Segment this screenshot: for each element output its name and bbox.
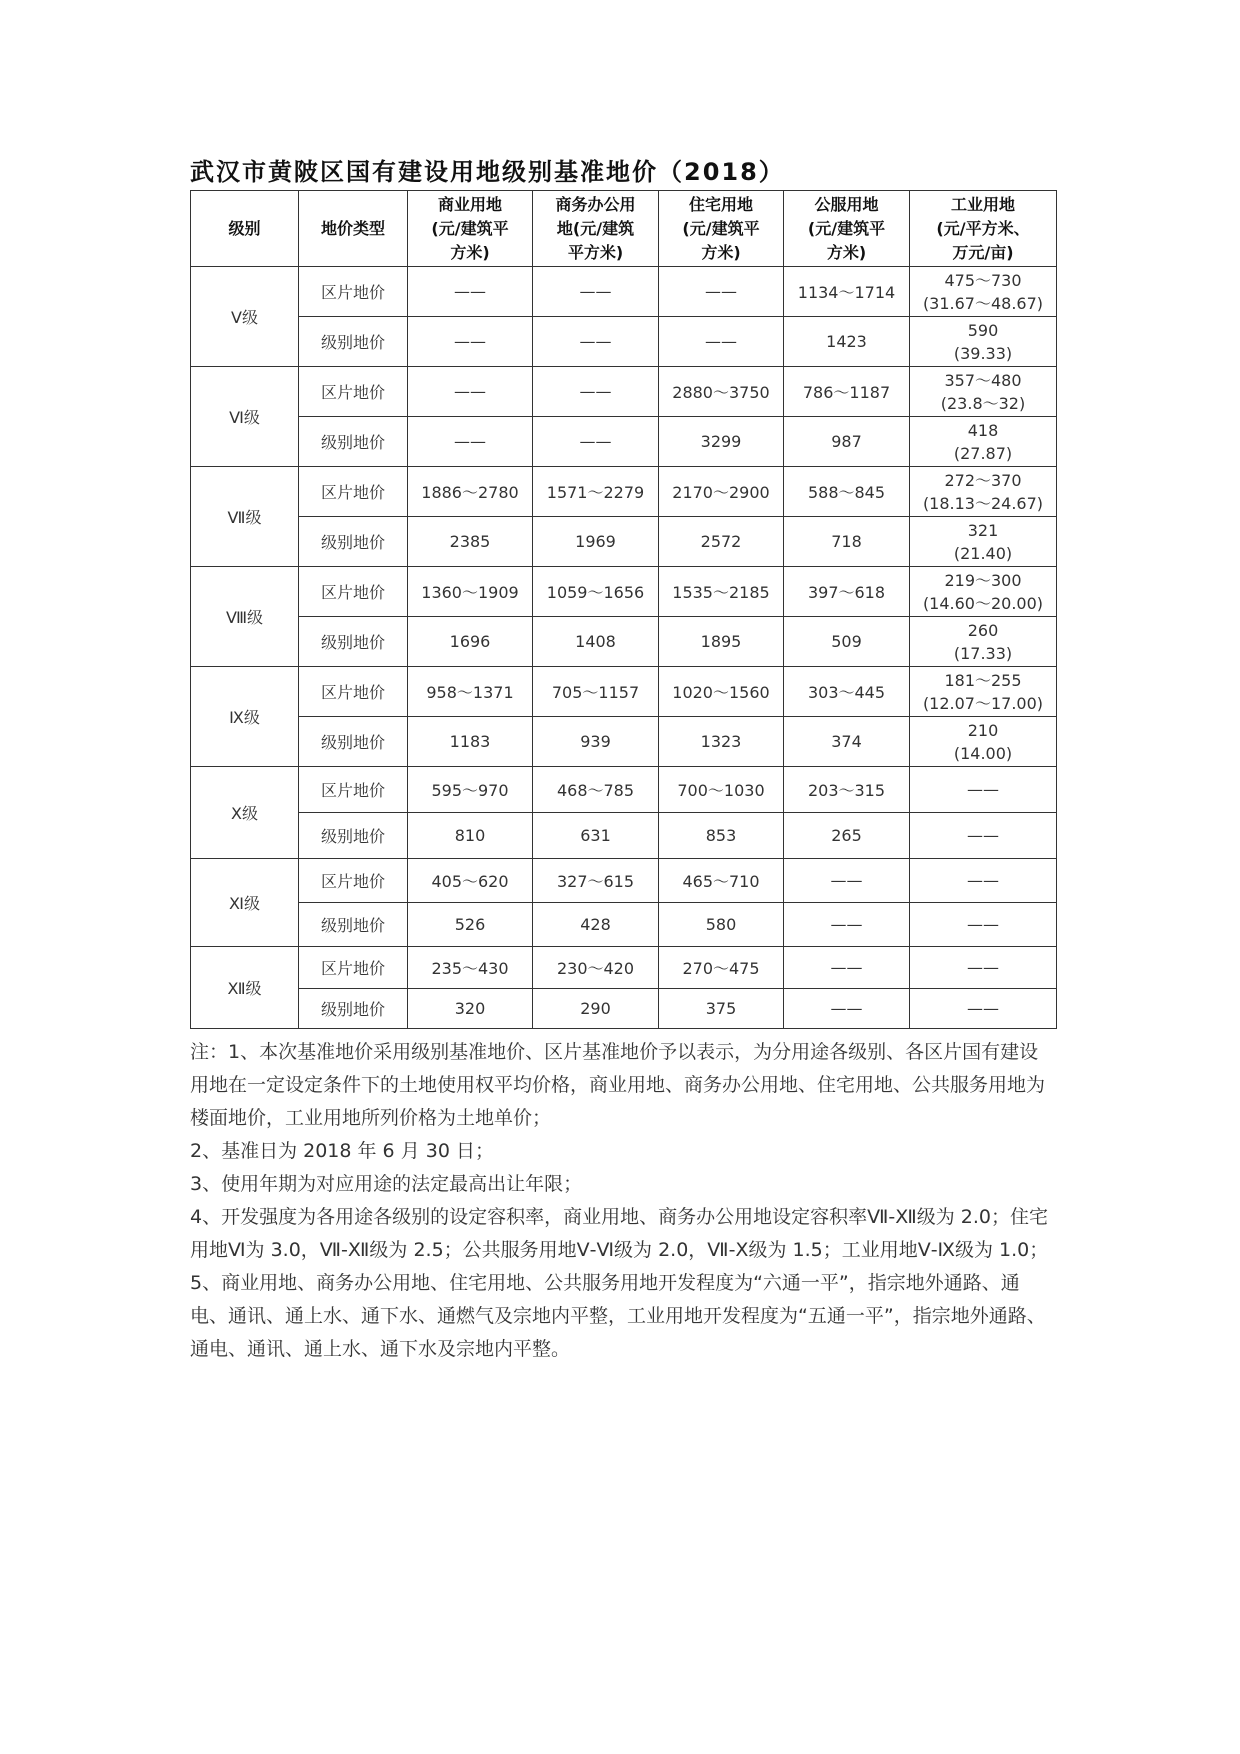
- industrial-price-per-sqm: ——: [967, 915, 999, 934]
- public-price-cell: 203～315: [784, 767, 910, 813]
- public-price-cell: 303～445: [784, 667, 910, 717]
- commercial-price-cell: 595～970: [408, 767, 533, 813]
- note-paragraph: 2、基准日为 2018 年 6 月 30 日；: [190, 1140, 494, 1162]
- public-price-cell: ——: [784, 903, 910, 947]
- office-price-cell: ——: [533, 267, 659, 317]
- commercial-price-cell: 235～430: [408, 947, 533, 989]
- price-type-cell: 级别地价: [299, 903, 408, 947]
- public-price-cell: 397～618: [784, 567, 910, 617]
- industrial-price-per-sqm: 272～370: [944, 470, 1022, 490]
- table-header-row: [191, 191, 1057, 267]
- table-row: [191, 267, 1057, 317]
- price-type-cell: 级别地价: [299, 813, 408, 859]
- price-type-cell: 区片地价: [299, 567, 408, 617]
- industrial-price-cell: [910, 367, 1057, 417]
- table-row: [191, 467, 1057, 517]
- industrial-price-per-mu: (14.60～20.00): [922, 593, 1044, 613]
- price-type-cell: 级别地价: [299, 517, 408, 567]
- industrial-price-cell: [910, 417, 1057, 467]
- public-price-cell: ——: [784, 859, 910, 903]
- residential-price-cell: 1020～1560: [659, 667, 784, 717]
- office-price-cell: 939: [533, 717, 659, 767]
- industrial-price-cell: [910, 813, 1057, 859]
- office-price-cell: ——: [533, 417, 659, 467]
- header-public-service: 公服用地 (元/建筑平 方米): [784, 191, 910, 267]
- grade-cell: Ⅷ级: [191, 567, 299, 667]
- industrial-price-per-sqm: 321: [967, 520, 999, 540]
- price-type-cell: 级别地价: [299, 417, 408, 467]
- table-row: [191, 813, 1057, 859]
- industrial-price-per-sqm: 590: [967, 320, 999, 340]
- table-row: [191, 617, 1057, 667]
- commercial-price-cell: ——: [408, 417, 533, 467]
- table-row: [191, 417, 1057, 467]
- table-row: [191, 767, 1057, 813]
- price-type-cell: 区片地价: [299, 767, 408, 813]
- industrial-price-per-sqm: 357～480: [944, 370, 1022, 390]
- public-price-cell: 1134～1714: [784, 267, 910, 317]
- industrial-price-per-sqm: ——: [967, 780, 999, 799]
- office-price-cell: 428: [533, 903, 659, 947]
- table-row: [191, 567, 1057, 617]
- public-price-cell: 374: [784, 717, 910, 767]
- residential-price-cell: 580: [659, 903, 784, 947]
- header-office: 商务办公用 地(元/建筑 平方米): [533, 191, 659, 267]
- commercial-price-cell: 1183: [408, 717, 533, 767]
- commercial-price-cell: 1886～2780: [408, 467, 533, 517]
- public-price-cell: 786～1187: [784, 367, 910, 417]
- industrial-price-cell: [910, 989, 1057, 1029]
- price-type-cell: 区片地价: [299, 267, 408, 317]
- industrial-price-per-sqm: ——: [967, 999, 999, 1018]
- price-type-cell: 区片地价: [299, 859, 408, 903]
- industrial-price-per-mu: (31.67～48.67): [922, 293, 1044, 313]
- residential-price-cell: 1323: [659, 717, 784, 767]
- residential-price-cell: 700～1030: [659, 767, 784, 813]
- grade-cell: Ⅸ级: [191, 667, 299, 767]
- public-price-cell: 987: [784, 417, 910, 467]
- office-price-cell: 290: [533, 989, 659, 1029]
- price-type-cell: 区片地价: [299, 947, 408, 989]
- header-industrial: 工业用地 (元/平方米、 万元/亩): [910, 191, 1057, 267]
- industrial-price-cell: [910, 859, 1057, 903]
- commercial-price-cell: ——: [408, 367, 533, 417]
- table-row: [191, 367, 1057, 417]
- table-row: [191, 903, 1057, 947]
- industrial-price-cell: [910, 317, 1057, 367]
- residential-price-cell: 2880～3750: [659, 367, 784, 417]
- industrial-price-per-sqm: ——: [967, 958, 999, 977]
- header-residential: 住宅用地 (元/建筑平 方米): [659, 191, 784, 267]
- commercial-price-cell: 526: [408, 903, 533, 947]
- industrial-price-per-sqm: 210: [967, 720, 999, 740]
- table-row: [191, 717, 1057, 767]
- price-type-cell: 区片地价: [299, 467, 408, 517]
- table-row: [191, 989, 1057, 1029]
- industrial-price-per-mu: (21.40): [953, 543, 1013, 563]
- residential-price-cell: 465～710: [659, 859, 784, 903]
- public-price-cell: 718: [784, 517, 910, 567]
- industrial-price-per-mu: (39.33): [953, 343, 1013, 363]
- table-row: [191, 859, 1057, 903]
- industrial-price-cell: [910, 667, 1057, 717]
- land-price-table: [190, 190, 1057, 1029]
- table-row: [191, 947, 1057, 989]
- residential-price-cell: 375: [659, 989, 784, 1029]
- public-price-cell: 588～845: [784, 467, 910, 517]
- table-row: [191, 667, 1057, 717]
- residential-price-cell: ——: [659, 267, 784, 317]
- price-type-cell: 区片地价: [299, 667, 408, 717]
- commercial-price-cell: 2385: [408, 517, 533, 567]
- office-price-cell: ——: [533, 317, 659, 367]
- public-price-cell: ——: [784, 947, 910, 989]
- industrial-price-per-mu: (17.33): [953, 643, 1013, 663]
- industrial-price-per-sqm: 260: [967, 620, 999, 640]
- public-price-cell: ——: [784, 989, 910, 1029]
- residential-price-cell: ——: [659, 317, 784, 367]
- table-body: [191, 267, 1057, 1029]
- industrial-price-per-mu: (14.00): [953, 743, 1013, 763]
- office-price-cell: 230～420: [533, 947, 659, 989]
- industrial-price-per-mu: (27.87): [953, 443, 1013, 463]
- commercial-price-cell: 958～1371: [408, 667, 533, 717]
- industrial-price-cell: [910, 517, 1057, 567]
- industrial-price-per-sqm: 418: [967, 420, 999, 440]
- residential-price-cell: 1895: [659, 617, 784, 667]
- residential-price-cell: 2170～2900: [659, 467, 784, 517]
- header-grade: 级别: [191, 191, 299, 267]
- price-type-cell: 级别地价: [299, 317, 408, 367]
- grade-cell: Ⅵ级: [191, 367, 299, 467]
- office-price-cell: 1408: [533, 617, 659, 667]
- note-paragraph: 4、开发强度为各用途各级别的设定容积率，商业用地、商务办公用地设定容积率Ⅶ-Ⅻ级为 2.0；住宅用地Ⅵ为 3.0，Ⅶ-Ⅻ级为 2.5；公共服务用地Ⅴ-Ⅵ级为 2.0，Ⅶ-Ⅹ级为 1.5；工业用地Ⅴ-Ⅸ级为 1.0；: [190, 1206, 1049, 1261]
- residential-price-cell: 1535～2185: [659, 567, 784, 617]
- note-paragraph: 注：1、本次基准地价采用级别基准地价、区片基准地价予以表示，为分用途各级别、各区片国有建设用地在一定设定条件下的土地使用权平均价格，商业用地、商务办公用地、住宅用地、公共服务用地为楼面地价，工业用地所列价格为土地单价；: [190, 1041, 1046, 1129]
- notes-section: [190, 1036, 1056, 1366]
- industrial-price-cell: [910, 767, 1057, 813]
- industrial-price-per-sqm: 181～255: [944, 670, 1022, 690]
- grade-cell: Ⅶ级: [191, 467, 299, 567]
- grade-cell: Ⅺ级: [191, 859, 299, 947]
- industrial-price-per-sqm: 475～730: [944, 270, 1022, 290]
- residential-price-cell: 270～475: [659, 947, 784, 989]
- grade-cell: Ⅻ级: [191, 947, 299, 1029]
- office-price-cell: 327～615: [533, 859, 659, 903]
- commercial-price-cell: 320: [408, 989, 533, 1029]
- commercial-price-cell: 810: [408, 813, 533, 859]
- industrial-price-cell: [910, 717, 1057, 767]
- commercial-price-cell: 405～620: [408, 859, 533, 903]
- office-price-cell: 705～1157: [533, 667, 659, 717]
- industrial-price-per-sqm: ——: [967, 826, 999, 845]
- industrial-price-cell: [910, 267, 1057, 317]
- header-price-type: 地价类型: [299, 191, 408, 267]
- residential-price-cell: 3299: [659, 417, 784, 467]
- document-title: 武汉市黄陂区国有建设用地级别基准地价（2018）: [190, 158, 785, 186]
- grade-cell: Ⅴ级: [191, 267, 299, 367]
- price-type-cell: 区片地价: [299, 367, 408, 417]
- commercial-price-cell: ——: [408, 317, 533, 367]
- header-commercial: 商业用地 (元/建筑平 方米): [408, 191, 533, 267]
- office-price-cell: 468～785: [533, 767, 659, 813]
- residential-price-cell: 853: [659, 813, 784, 859]
- industrial-price-cell: [910, 903, 1057, 947]
- grade-cell: Ⅹ级: [191, 767, 299, 859]
- price-type-cell: 级别地价: [299, 717, 408, 767]
- industrial-price-cell: [910, 567, 1057, 617]
- commercial-price-cell: ——: [408, 267, 533, 317]
- residential-price-cell: 2572: [659, 517, 784, 567]
- note-paragraph: 5、商业用地、商务办公用地、住宅用地、公共服务用地开发程度为“六通一平”，指宗地外通路、通电、通讯、通上水、通下水、通燃气及宗地内平整，工业用地开发程度为“五通一平”，指宗地外通路、通电、通讯、通上水、通下水及宗地内平整。: [190, 1272, 1046, 1360]
- public-price-cell: 265: [784, 813, 910, 859]
- table-row: [191, 317, 1057, 367]
- commercial-price-cell: 1360～1909: [408, 567, 533, 617]
- industrial-price-per-mu: (23.8～32): [940, 393, 1026, 413]
- public-price-cell: 1423: [784, 317, 910, 367]
- office-price-cell: 631: [533, 813, 659, 859]
- office-price-cell: ——: [533, 367, 659, 417]
- note-paragraph: 3、使用年期为对应用途的法定最高出让年限；: [190, 1173, 583, 1195]
- industrial-price-per-sqm: ——: [967, 871, 999, 890]
- industrial-price-cell: [910, 617, 1057, 667]
- industrial-price-cell: [910, 467, 1057, 517]
- industrial-price-per-mu: (18.13～24.67): [922, 493, 1044, 513]
- industrial-price-per-mu: (12.07～17.00): [922, 693, 1044, 713]
- price-type-cell: 级别地价: [299, 617, 408, 667]
- industrial-price-per-sqm: 219～300: [944, 570, 1022, 590]
- public-price-cell: 509: [784, 617, 910, 667]
- commercial-price-cell: 1696: [408, 617, 533, 667]
- table-row: [191, 517, 1057, 567]
- office-price-cell: 1571～2279: [533, 467, 659, 517]
- office-price-cell: 1059～1656: [533, 567, 659, 617]
- industrial-price-cell: [910, 947, 1057, 989]
- price-type-cell: 级别地价: [299, 989, 408, 1029]
- office-price-cell: 1969: [533, 517, 659, 567]
